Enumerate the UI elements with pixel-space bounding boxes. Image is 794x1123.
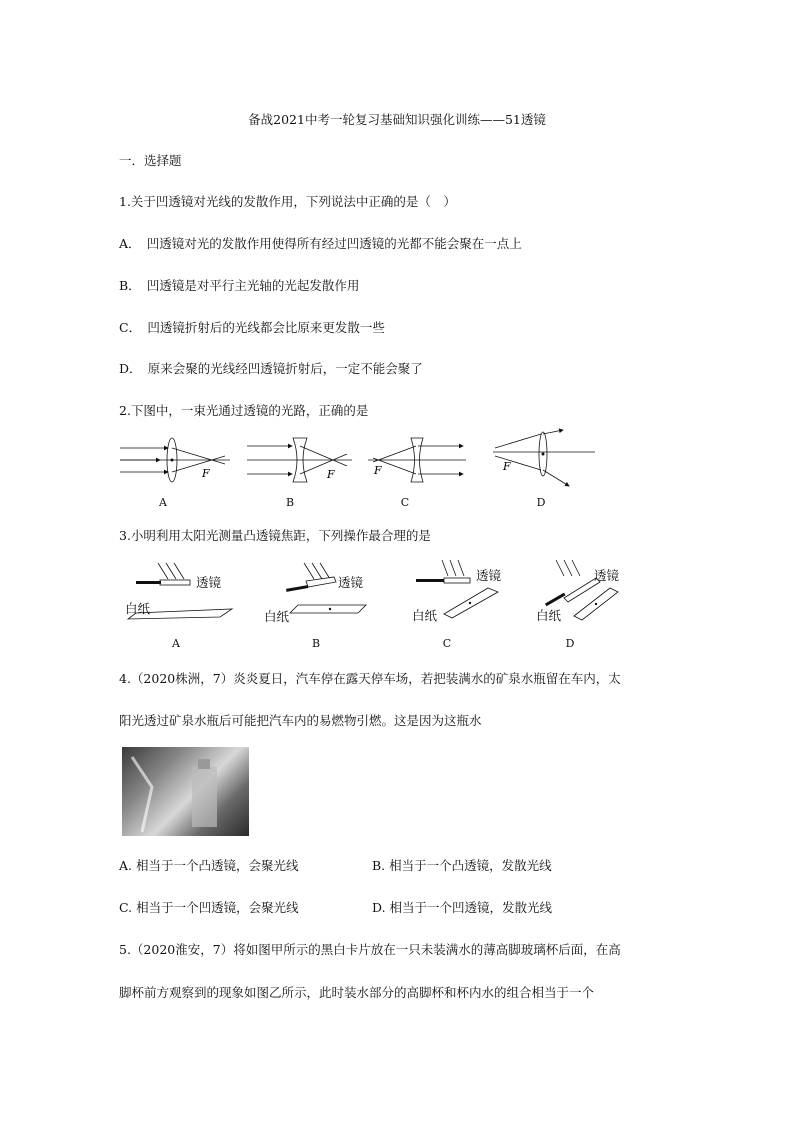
q4-option-c: C. 相当于一个凹透镜，会聚光线	[119, 900, 299, 915]
q3-lens-text-d: 透镜	[594, 568, 620, 583]
q5-line-2: 脚杯前方观察到的现象如图乙所示，此时装水部分的高脚杯和杯内水的组合相当于一个	[119, 985, 595, 1000]
q3-lens-text-b: 透镜	[338, 575, 364, 590]
q3-lens-text-a: 透镜	[196, 575, 222, 590]
q2-diagram-c	[368, 432, 468, 490]
q3-lens-text-c: 透镜	[476, 568, 502, 583]
q2-label-b: B	[285, 496, 295, 509]
q1-option-a: A． 凹透镜对光的发散作用使得所有经过凹透镜的光都不能会聚在一点上	[119, 236, 522, 251]
q4-line-1: 4.（2020株洲，7）炎炎夏日，汽车停在露天停车场，若把装满水的矿泉水瓶留在车内，太	[119, 671, 621, 686]
q4-line-2: 阳光透过矿泉水瓶后可能把汽车内的易燃物引燃。这是因为这瓶水	[119, 713, 482, 728]
q1-stem: 1.关于凹透镜对光线的发散作用，下列说法中正确的是（ ）	[119, 194, 456, 209]
q3-label-d: D	[565, 637, 575, 650]
q3-paper-text-b: 白纸	[264, 609, 290, 624]
q1-option-b: B． 凹透镜是对平行主光轴的光起发散作用	[119, 278, 360, 293]
q3-paper-text-d: 白纸	[536, 608, 562, 623]
page-title: 备战2021中考一轮复习基础知识强化训练——51透镜	[248, 112, 546, 127]
q2-diagram-b	[247, 432, 362, 490]
q3-label-a: A	[172, 637, 180, 650]
q3-stem: 3.小明利用太阳光测量凸透镜焦距，下列操作最合理的是	[119, 528, 431, 543]
q3-paper-text-a: 白纸	[125, 601, 151, 616]
q2-label-c: C	[400, 496, 410, 509]
q3-label-c: C	[442, 637, 452, 650]
q2-focus-d: F	[503, 460, 511, 473]
q2-diagram-d	[493, 430, 598, 490]
q3-diagram-b	[262, 561, 382, 626]
q3-paper-text-c: 白纸	[412, 608, 438, 623]
q2-diagram-a	[120, 432, 235, 490]
section-heading: 一．选择题	[119, 153, 182, 168]
q1-option-d: D． 原来会聚的光线经凹透镜折射后，一定不能会聚了	[119, 361, 423, 376]
q2-focus-b: F	[327, 468, 335, 481]
q4-option-a: A. 相当于一个凸透镜，会聚光线	[119, 858, 299, 873]
q3-diagram-c	[408, 558, 518, 626]
q5-line-1: 5.（2020淮安，7）将如图甲所示的黑白卡片放在一只未装满水的薄高脚玻璃杯后面，在高	[119, 942, 621, 957]
q2-label-a: A	[159, 496, 167, 509]
q2-stem: 2.下图中，一束光通过透镜的光路，正确的是	[119, 403, 369, 418]
q4-option-b: B. 相当于一个凸透镜，发散光线	[372, 858, 552, 873]
q2-label-d: D	[536, 496, 546, 509]
q3-diagram-a	[122, 561, 242, 621]
q2-focus-a: F	[202, 467, 210, 480]
q3-diagram-d	[536, 558, 646, 626]
q1-option-c: C． 凹透镜折射后的光线都会比原来更发散一些	[119, 320, 385, 335]
q4-option-d: D. 相当于一个凹透镜，发散光线	[372, 900, 553, 915]
q2-focus-c: F	[374, 464, 382, 477]
q3-label-b: B	[311, 637, 321, 650]
q4-photo-water-bottle	[122, 747, 249, 836]
